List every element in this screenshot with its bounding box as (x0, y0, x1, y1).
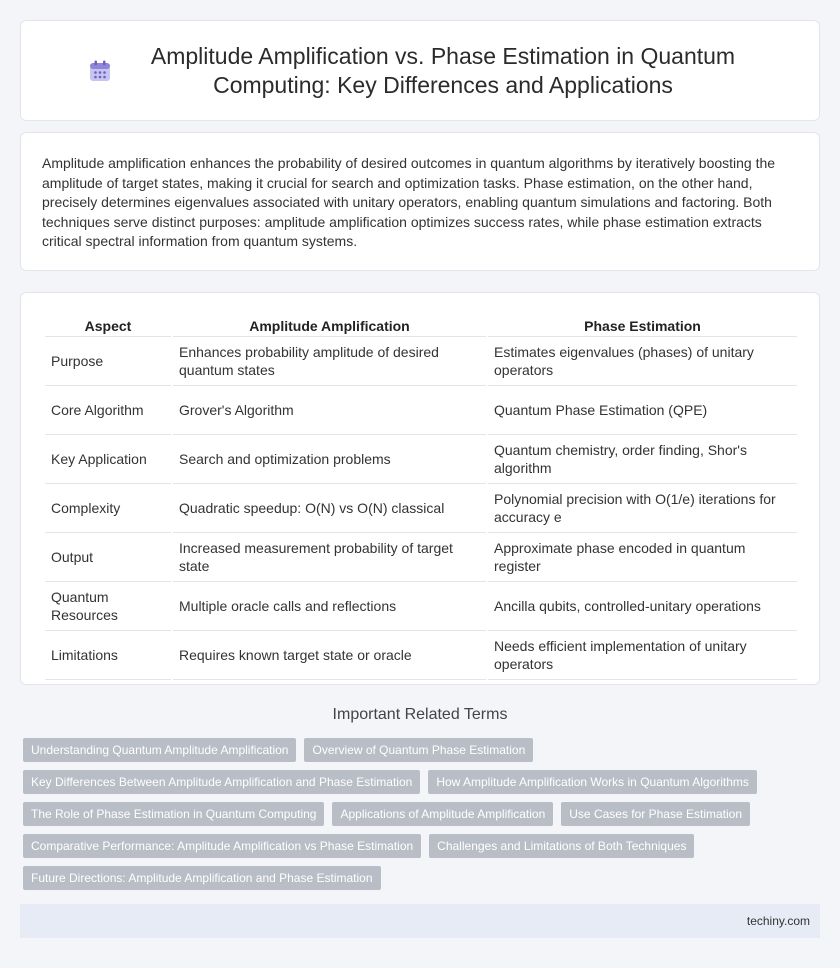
page-title: Amplitude Amplification vs. Phase Estimation in Quantum Computing: Key Differences and Applications (150, 42, 736, 98)
footer (20, 904, 820, 938)
title-card (20, 20, 820, 121)
header-amplitude-amplification: Amplitude Amplification (173, 313, 486, 337)
header-phase-estimation: Phase Estimation (488, 313, 797, 337)
related-term-tag[interactable]: Key Differences Between Amplitude Amplification and Phase Estimation (23, 770, 420, 794)
related-term-tag[interactable]: Challenges and Limitations of Both Techniques (429, 834, 694, 858)
related-terms-heading: Important Related Terms (332, 706, 508, 723)
table-row (45, 337, 797, 386)
cell-amplitude-amplification: Requires known target state or oracle (173, 631, 486, 680)
cell-amplitude-amplification: Enhances probability amplitude of desired quantum states (173, 337, 486, 386)
cell-phase-estimation: Ancilla qubits, controlled-unitary operations (488, 582, 797, 631)
cell-aspect: Purpose (45, 337, 171, 386)
tag-row (23, 802, 823, 826)
related-term-tag[interactable]: Overview of Quantum Phase Estimation (304, 738, 533, 762)
tag-row (23, 770, 823, 794)
table-row (45, 484, 797, 533)
cell-phase-estimation: Quantum Phase Estimation (QPE) (488, 386, 797, 435)
table-row (45, 582, 797, 631)
cell-phase-estimation: Estimates eigenvalues (phases) of unitary operators (488, 337, 797, 386)
cell-amplitude-amplification: Multiple oracle calls and reflections (173, 582, 486, 631)
table-row (45, 631, 797, 680)
cell-phase-estimation: Polynomial precision with O(1/e) iterations for accuracy e (488, 484, 797, 533)
intro-card (20, 132, 820, 271)
related-term-tag[interactable]: Comparative Performance: Amplitude Amplification vs Phase Estimation (23, 834, 421, 858)
intro-paragraph: Amplitude amplification enhances the probability of desired outcomes in quantum algorithms by iteratively boosting the amplitude of target states, making it crucial for search and optimization tasks. Phase estimation, on the other hand, precisely determines eigenvalues associated with unitary operators, enabling quantum simulations and factoring. Both techniques serve distinct purposes: amplitude amplification optimizes success rates, while phase estimation extracts critical spectral information from quantum systems. (42, 155, 776, 250)
cell-aspect: Quantum Resources (45, 582, 171, 631)
tag-row (23, 738, 823, 762)
comparison-table (43, 313, 799, 680)
cell-amplitude-amplification: Quadratic speedup: O(N) vs O(N) classical (173, 484, 486, 533)
cell-aspect: Output (45, 533, 171, 582)
cell-aspect: Core Algorithm (45, 386, 171, 435)
cell-aspect: Limitations (45, 631, 171, 680)
footer-site-name[interactable]: techiny.com (746, 914, 810, 928)
tag-row (23, 834, 823, 858)
related-term-tag[interactable]: Future Directions: Amplitude Amplification and Phase Estimation (23, 866, 381, 890)
related-term-tag[interactable]: Applications of Amplitude Amplification (332, 802, 553, 826)
table-row (45, 435, 797, 484)
tag-row (23, 866, 823, 890)
cell-aspect: Complexity (45, 484, 171, 533)
related-term-tag[interactable]: The Role of Phase Estimation in Quantum Computing (23, 802, 324, 826)
cell-phase-estimation: Approximate phase encoded in quantum register (488, 533, 797, 582)
calendar-icon (87, 58, 113, 84)
comparison-table-card (20, 292, 820, 685)
cell-amplitude-amplification: Increased measurement probability of target state (173, 533, 486, 582)
related-term-tag[interactable]: How Amplitude Amplification Works in Quantum Algorithms (428, 770, 757, 794)
table-row (45, 386, 797, 435)
cell-aspect: Key Application (45, 435, 171, 484)
header-aspect: Aspect (45, 313, 171, 337)
table-row (45, 533, 797, 582)
related-term-tag[interactable]: Understanding Quantum Amplitude Amplification (23, 738, 296, 762)
cell-phase-estimation: Quantum chemistry, order finding, Shor's algorithm (488, 435, 797, 484)
related-terms-list (23, 738, 823, 898)
table-header-row (45, 313, 797, 337)
cell-phase-estimation: Needs efficient implementation of unitary operators (488, 631, 797, 680)
related-term-tag[interactable]: Use Cases for Phase Estimation (561, 802, 750, 826)
title-wrap (47, 42, 793, 100)
cell-amplitude-amplification: Search and optimization problems (173, 435, 486, 484)
cell-amplitude-amplification: Grover's Algorithm (173, 386, 486, 435)
